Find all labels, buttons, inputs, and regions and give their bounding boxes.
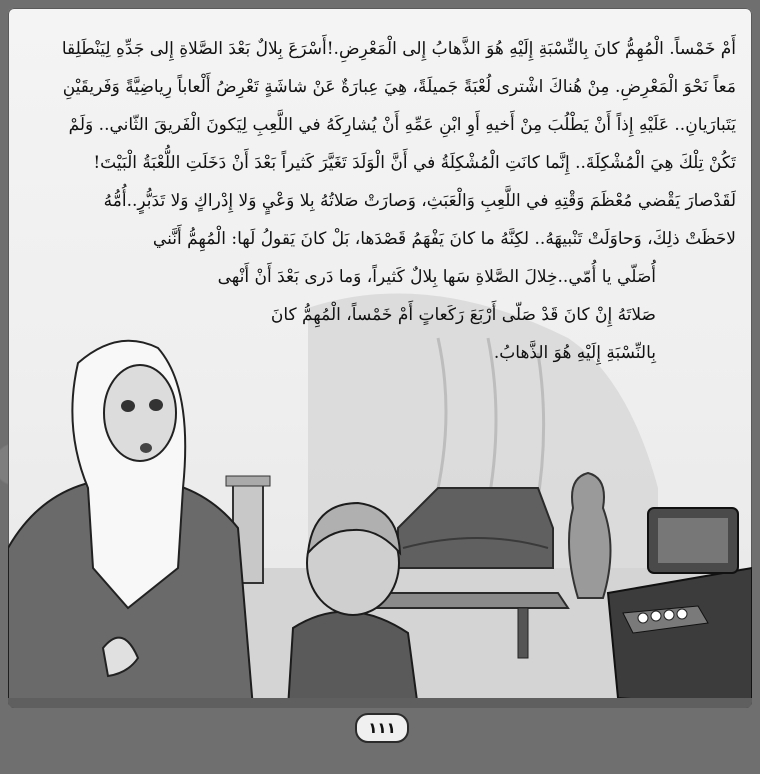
game-screen-inner [658,518,728,563]
story-line-8: صَلاتَهُ إِنْ كانَ قَدْ صَلّى أَرْبَعَ رَكَعاتٍ أَمْ خَمْساً، الْمُهِمُّ كانَ [270,305,656,325]
story-text [24,30,736,372]
illustration-panel [8,8,752,708]
game-cabinet [608,568,752,708]
mother-face [104,365,176,461]
story-line-1: أَمْ خَمْساً. الْمُهِمُّ كانَ بِالنِّسْبَةِ إِلَيْهِ هُوَ الذَّهابُ إِلى الْمَعْرِضِ.!أَسْرَعَ بِلالٌ بَعْدَ الصَّلاةِ إِلى جَدِّهِ لِيَنْطَلِقا [61,39,736,59]
bottom-band [8,698,752,708]
page-number: ١١١ [355,713,409,743]
story-line-6: لاحَظَتْ ذلِكَ، وَحاوَلَتْ تَنْبيهَهُ.. لكِنَّهُ ما كانَ يَفْهَمُ قَصْدَها، بَلْ كانَ يَقولُ لَها: الْمُهِمُّ أَنَّني [152,229,736,249]
boy-body [288,612,418,708]
table-leg [518,608,528,658]
story-line-7: أُصَلّي يا أُمّي..خِلالَ الصَّلاةِ سَها بِلالٌ كَثيراً، وَما دَرى بَعْدَ أَنْ أَنْهى [217,267,656,287]
story-line-4: تَكُنْ تِلْكَ هِيَ الْمُشْكِلَةَ.. إِنَّما كانَتِ الْمُشْكِلَةُ في أَنَّ الْوَلَدَ تَغَيَّرَ كَثيراً بَعْدَ أَنْ دَخَلَتِ اللُّعْبَةُ الْبَيْتَ! [93,153,736,173]
vase [569,473,611,598]
pedestal-top [226,476,270,486]
story-line-2: مَعاً نَحْوَ الْمَعْرِضِ. مِنْ هُناكَ اشْترى لُعْبَةً جَميلَةً، هِيَ عِبارَةٌ عَنْ شاشَةٍ تَعْرِضُ أَلْعاباً رِياضِيَّةً وَفَريقَيْنِ [62,77,736,97]
story-line-9: بِالنِّسْبَةِ إِلَيْهِ هُوَ الذَّهابُ. [493,343,656,363]
story-line-5: لَقَدْصارَ يَقْضي مُعْظَمَ وَقْتِهِ في اللَّعِبِ وَالْعَبَثِ، وَصارَتْ صَلاتُهُ بِلا وَعْيٍ وَلا إِدْراكٍ وَلا تَدَبُّرٍ..أُمُّهُ [103,191,736,211]
story-line-3: يَتَبارَيانِ.. عَلَيْهِ إِذاً أَنْ يَطْلُبَ مِنْ أَخيهِ أَوِ ابْنِ عَمِّهِ أَنْ يُشارِكَهُ في اللَّعِبِ لِيَكونَ الْفَريقَ الثّاني.. وَلَمْ [68,115,736,135]
